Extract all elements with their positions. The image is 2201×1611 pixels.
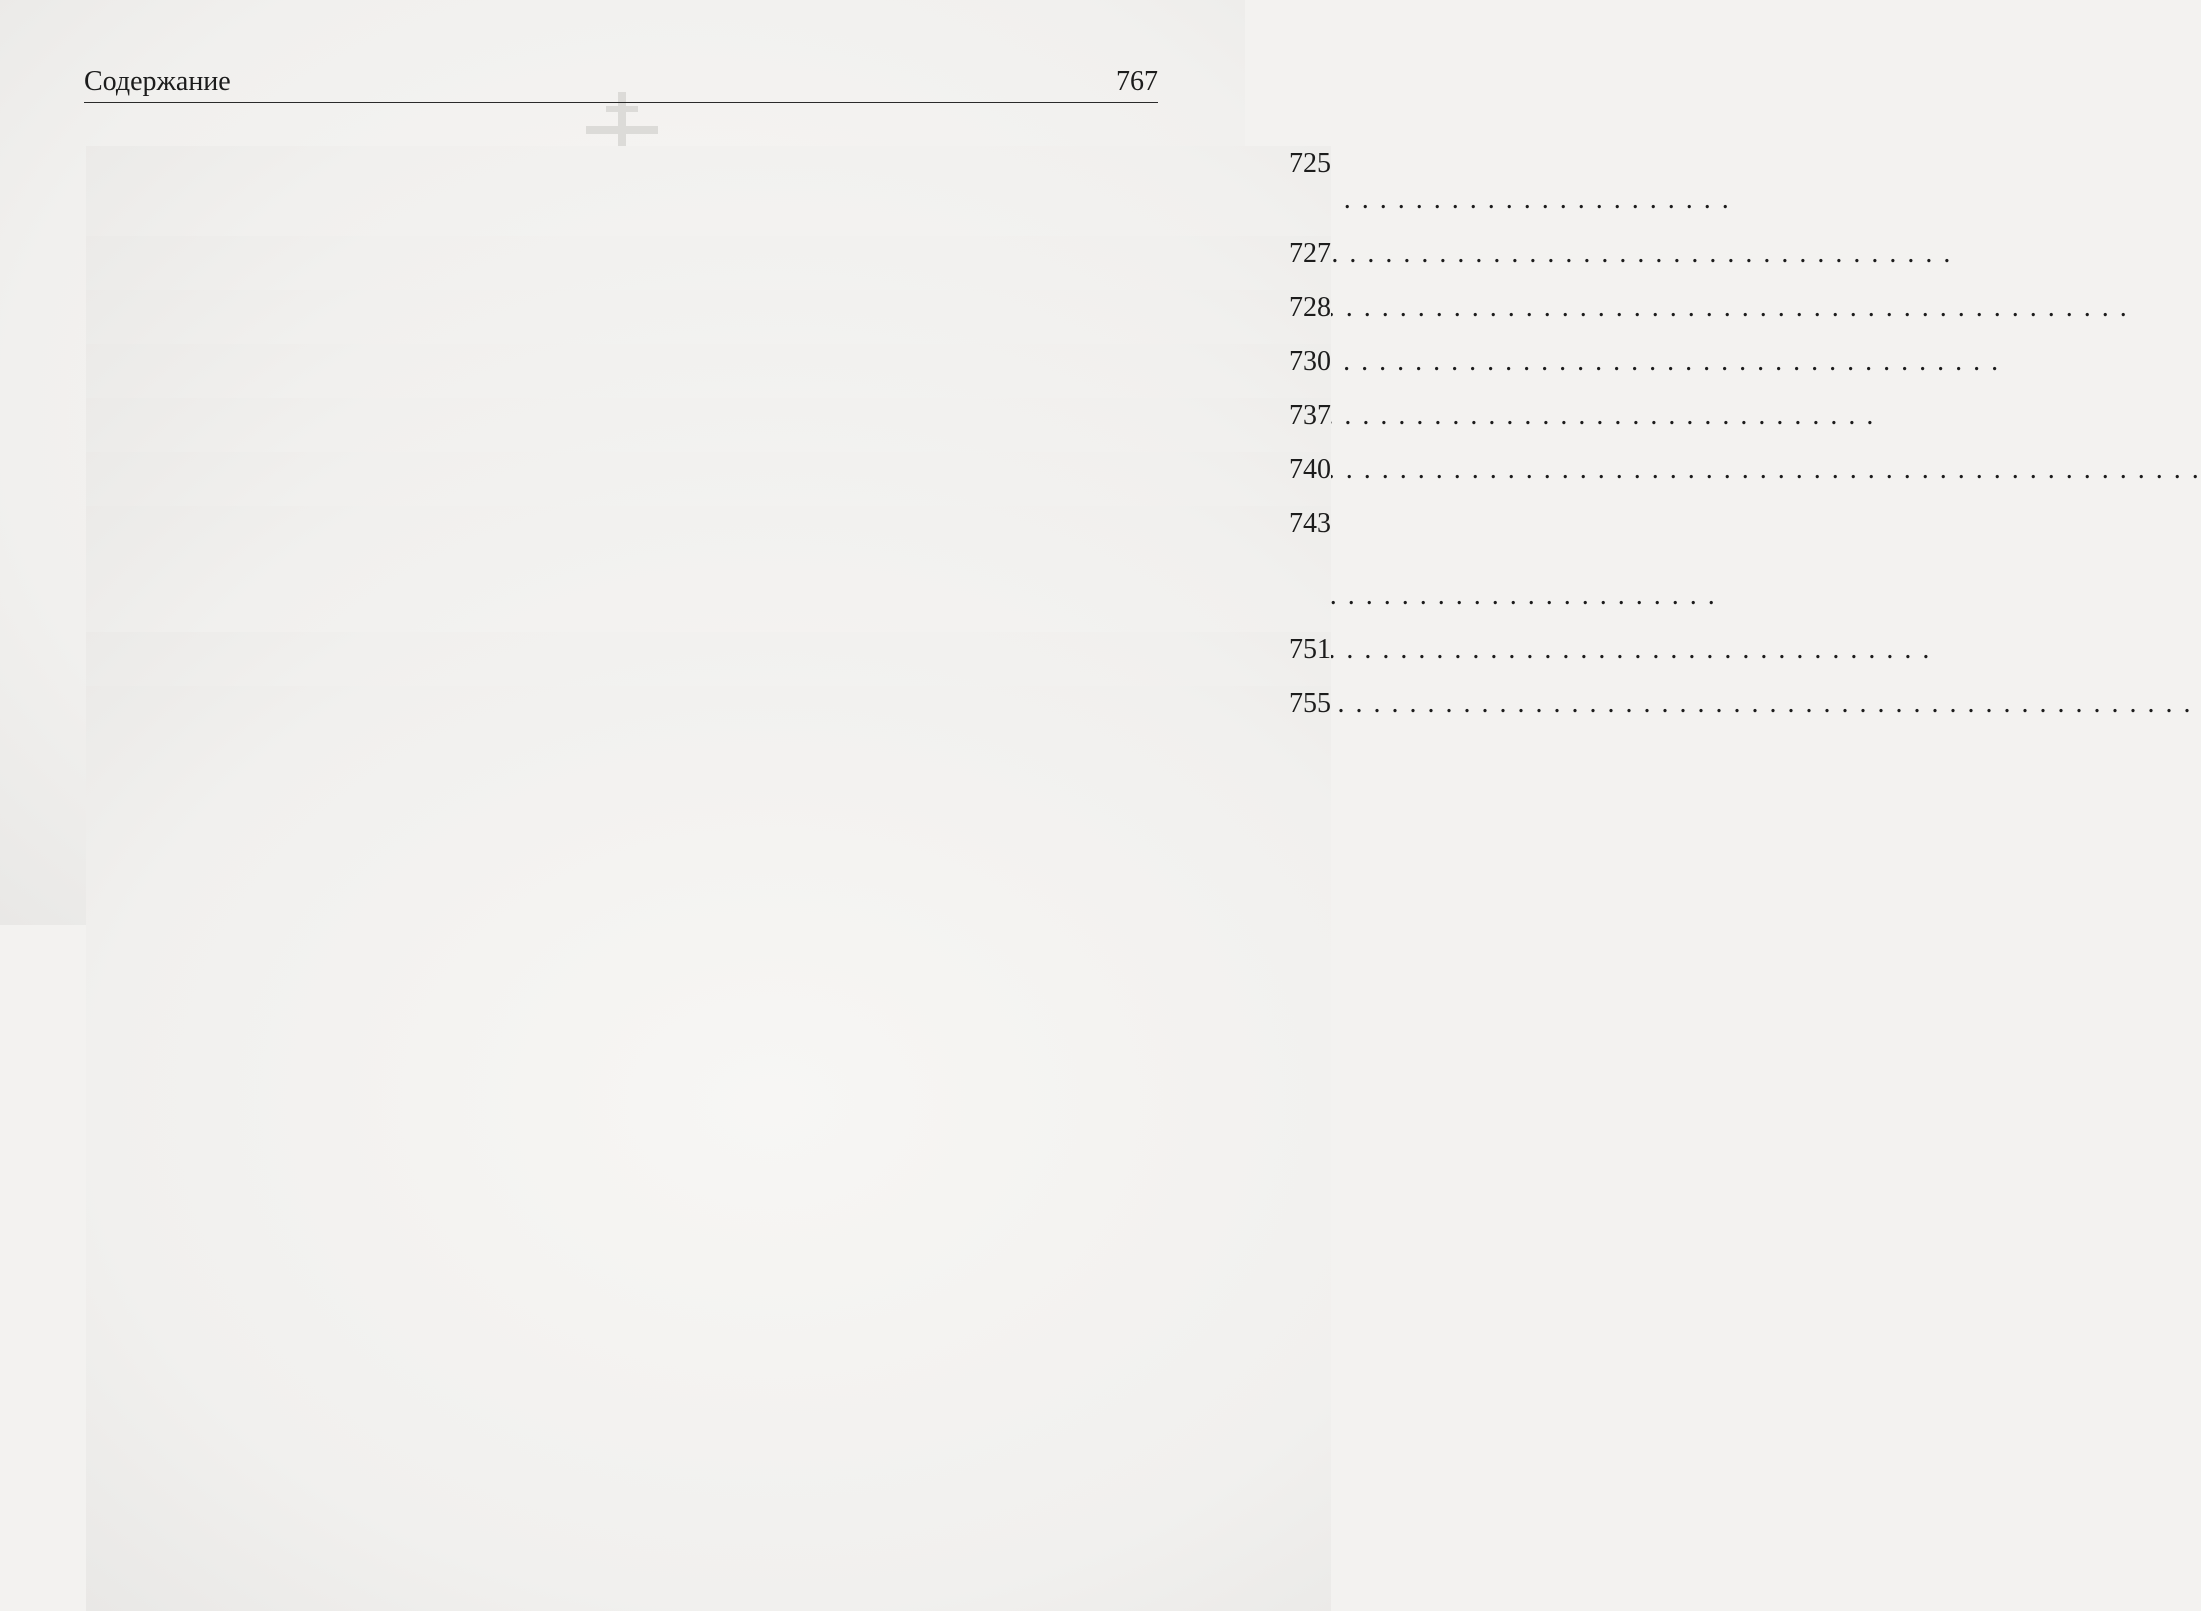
toc-entry-page-number: 728 <box>86 290 1331 1215</box>
toc-entry-last-line <box>86 236 1331 272</box>
toc-entry-last-line <box>86 686 1331 722</box>
toc-entry-last-line <box>86 452 1331 488</box>
toc-entry-page-number: 727 <box>86 236 1331 1161</box>
toc-entry[interactable] <box>86 506 1331 614</box>
toc-entry-last-line <box>86 632 1331 668</box>
running-header <box>84 62 1158 103</box>
header-page-number: 767 <box>1116 66 1158 97</box>
toc-entry-last-line <box>86 290 1331 326</box>
toc-entry-page-number: 725 <box>86 146 1331 1071</box>
toc-entry-page-number: 730 <box>86 344 1331 1269</box>
toc-entry-last-line <box>86 148 1331 218</box>
toc-entry[interactable] <box>86 452 1331 488</box>
toc-entry[interactable] <box>86 632 1331 668</box>
toc-entry-page-number: 743 <box>86 506 1331 1431</box>
toc-entry[interactable] <box>86 686 1331 722</box>
toc-entry[interactable] <box>86 344 1331 380</box>
toc-entry[interactable] <box>86 236 1331 272</box>
book-page <box>0 0 1331 925</box>
toc-entry-page-number: 755 <box>86 686 1331 1611</box>
toc-entry-page-number: 740 <box>86 452 1331 1377</box>
toc-entry-page-number: 751 <box>86 632 1331 1557</box>
toc-entry[interactable] <box>86 290 1331 326</box>
header-title: Содержание <box>84 66 231 97</box>
toc-entry-last-line <box>86 344 1331 380</box>
toc-entry-page-number: 737 <box>86 398 1331 1323</box>
table-of-contents <box>86 146 1331 740</box>
toc-entry[interactable] <box>86 398 1331 434</box>
toc-entry[interactable] <box>86 146 1331 218</box>
toc-entry-last-line <box>86 398 1331 434</box>
toc-entry-last-line <box>86 508 1331 614</box>
